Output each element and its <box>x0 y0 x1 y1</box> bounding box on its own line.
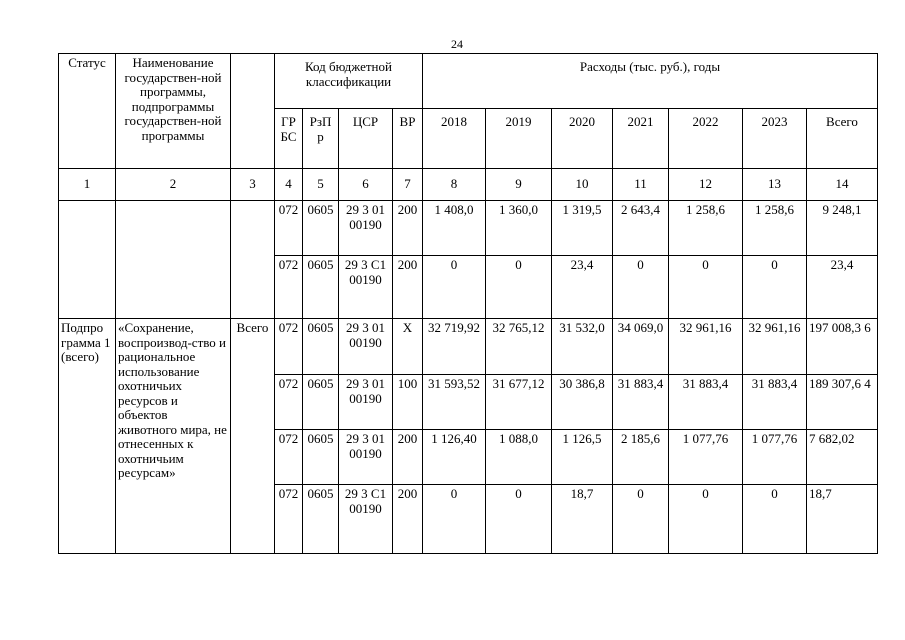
cell-csr: 29 3 01 00190 <box>339 375 393 430</box>
header-rzpr: РзП р <box>303 109 339 169</box>
cell-value: 31 883,4 <box>743 375 807 430</box>
cell-csr: 29 3 01 00190 <box>339 201 393 256</box>
col-number: 3 <box>231 169 275 201</box>
cell-vr: 200 <box>393 201 423 256</box>
header-total: Всего <box>807 109 878 169</box>
header-year: 2022 <box>669 109 743 169</box>
cell-rzpr: 0605 <box>303 256 339 319</box>
cell-value: 2 185,6 <box>613 430 669 485</box>
cell-value: 1 360,0 <box>486 201 552 256</box>
cell-value: 0 <box>486 256 552 319</box>
cell-name <box>116 201 231 319</box>
cell-value: 31 677,12 <box>486 375 552 430</box>
col-number: 11 <box>613 169 669 201</box>
header-budget-code: Код бюджетной классификации <box>275 54 423 109</box>
cell-value: 9 248,1 <box>807 201 878 256</box>
cell-value: 0 <box>743 256 807 319</box>
cell-value: 0 <box>669 485 743 554</box>
cell-vr: 100 <box>393 375 423 430</box>
cell-rzpr: 0605 <box>303 430 339 485</box>
col-number: 7 <box>393 169 423 201</box>
cell-value: 0 <box>743 485 807 554</box>
cell-value: 30 386,8 <box>552 375 613 430</box>
page-number: 24 <box>451 37 463 51</box>
cell-value: 1 126,5 <box>552 430 613 485</box>
cell-value: 32 961,16 <box>743 319 807 375</box>
col-number: 10 <box>552 169 613 201</box>
cell-value: 31 883,4 <box>669 375 743 430</box>
cell-grbs: 072 <box>275 201 303 256</box>
cell-value: 23,4 <box>807 256 878 319</box>
cell-value: 31 532,0 <box>552 319 613 375</box>
col-number: 14 <box>807 169 878 201</box>
budget-table <box>58 53 878 554</box>
cell-value: 18,7 <box>807 485 878 554</box>
cell-rzpr: 0605 <box>303 375 339 430</box>
cell-value: 23,4 <box>552 256 613 319</box>
header-csr: ЦСР <box>339 109 393 169</box>
cell-grbs: 072 <box>275 319 303 375</box>
cell-value: 32 719,92 <box>423 319 486 375</box>
header-empty <box>231 54 275 169</box>
cell-value: 0 <box>423 256 486 319</box>
header-year: 2021 <box>613 109 669 169</box>
cell-value: 1 088,0 <box>486 430 552 485</box>
cell-vr: Х <box>393 319 423 375</box>
cell-value: 31 883,4 <box>613 375 669 430</box>
col-number: 8 <box>423 169 486 201</box>
cell-rzpr: 0605 <box>303 319 339 375</box>
cell-value: 7 682,02 <box>807 430 878 485</box>
cell-name: «Сохранение, воспроизвод-ство и рациональное использование охотничьих ресурсов и объектов животного мира, не отнесенных к охотничьим ресурсам» <box>116 319 231 554</box>
cell-value: 1 258,6 <box>669 201 743 256</box>
header-year: 2023 <box>743 109 807 169</box>
cell-rzpr: 0605 <box>303 485 339 554</box>
header-expenses: Расходы (тыс. руб.), годы <box>423 54 878 109</box>
cell-value: 0 <box>423 485 486 554</box>
cell-vr: 200 <box>393 485 423 554</box>
cell-value: 189 307,6 4 <box>807 375 878 430</box>
col-number: 1 <box>59 169 116 201</box>
cell-value: 1 126,40 <box>423 430 486 485</box>
header-vr: ВР <box>393 109 423 169</box>
cell-value: 18,7 <box>552 485 613 554</box>
cell-csr: 29 3 01 00190 <box>339 319 393 375</box>
header-year: 2019 <box>486 109 552 169</box>
col-number: 5 <box>303 169 339 201</box>
cell-grbs: 072 <box>275 256 303 319</box>
header-year: 2020 <box>552 109 613 169</box>
col-number: 6 <box>339 169 393 201</box>
cell-value: 1 319,5 <box>552 201 613 256</box>
col-number: 9 <box>486 169 552 201</box>
cell-grbs: 072 <box>275 375 303 430</box>
cell-grbs: 072 <box>275 430 303 485</box>
cell-value: 0 <box>669 256 743 319</box>
cell-value: 32 961,16 <box>669 319 743 375</box>
cell-rzpr: 0605 <box>303 201 339 256</box>
cell-value: 1 077,76 <box>669 430 743 485</box>
cell-status: Подпро грамма 1 (всего) <box>59 319 116 554</box>
cell-csr: 29 3 С1 00190 <box>339 485 393 554</box>
cell-value: 0 <box>613 256 669 319</box>
cell-vr: 200 <box>393 256 423 319</box>
cell-value: 2 643,4 <box>613 201 669 256</box>
col-number: 2 <box>116 169 231 201</box>
col-number: 12 <box>669 169 743 201</box>
cell-csr: 29 3 С1 00190 <box>339 256 393 319</box>
header-name: Наименование государствен-ной программы, подпрограммы государствен-ной программы <box>116 54 231 169</box>
table-row <box>59 201 878 256</box>
cell-value: 1 408,0 <box>423 201 486 256</box>
cell-kind <box>231 201 275 319</box>
cell-value: 1 077,76 <box>743 430 807 485</box>
cell-value: 0 <box>486 485 552 554</box>
cell-value: 34 069,0 <box>613 319 669 375</box>
col-number: 13 <box>743 169 807 201</box>
cell-value: 1 258,6 <box>743 201 807 256</box>
cell-csr: 29 3 01 00190 <box>339 430 393 485</box>
cell-kind: Всего <box>231 319 275 554</box>
header-status: Статус <box>59 54 116 169</box>
table-row <box>59 319 878 375</box>
cell-value: 197 008,3 6 <box>807 319 878 375</box>
cell-status <box>59 201 116 319</box>
cell-vr: 200 <box>393 430 423 485</box>
cell-value: 31 593,52 <box>423 375 486 430</box>
cell-grbs: 072 <box>275 485 303 554</box>
header-grbs: ГР БС <box>275 109 303 169</box>
header-year: 2018 <box>423 109 486 169</box>
cell-value: 32 765,12 <box>486 319 552 375</box>
col-number: 4 <box>275 169 303 201</box>
cell-value: 0 <box>613 485 669 554</box>
